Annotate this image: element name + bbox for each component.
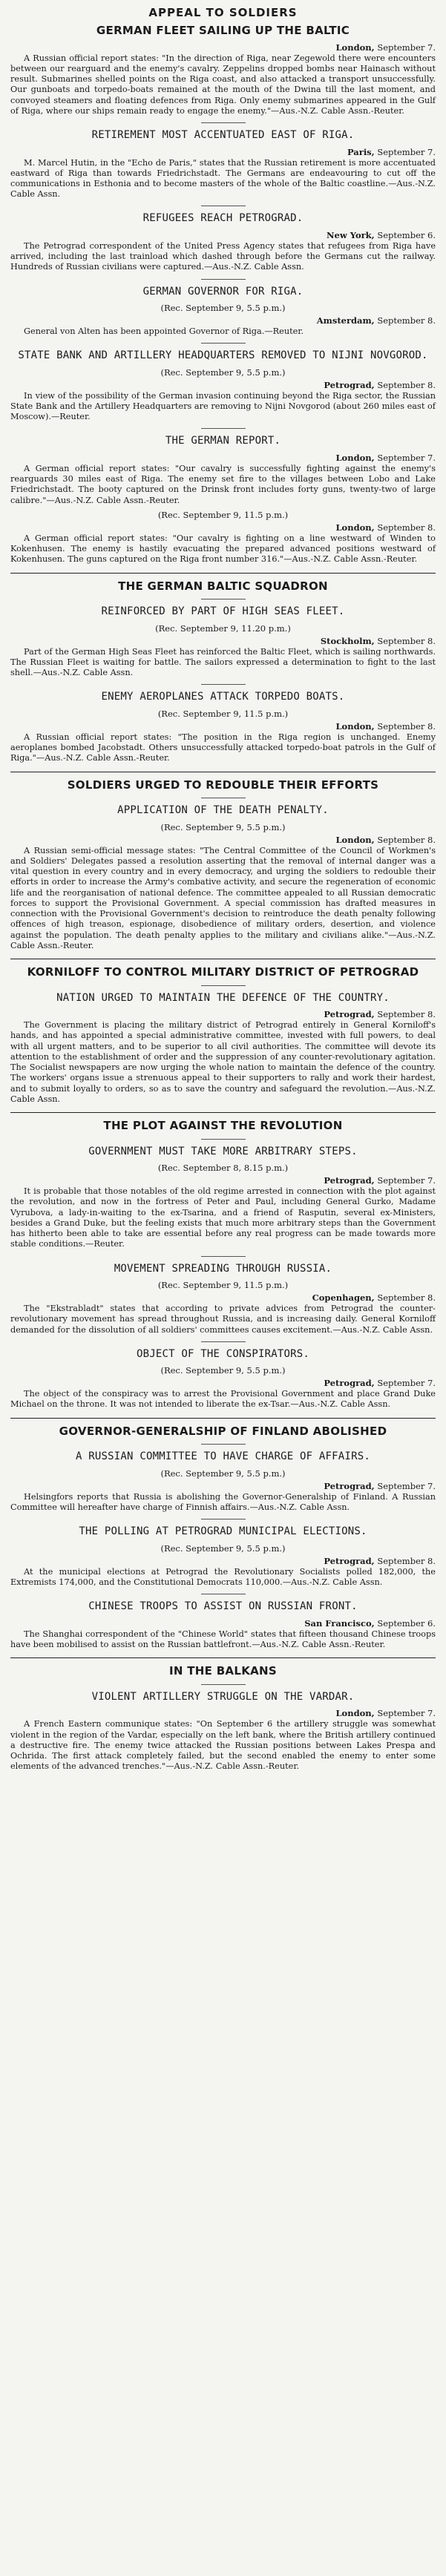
dateline [10,522,436,533]
sub-headline: VIOLENT ARTILLERY STRUGGLE ON THE VARDAR. [91,1690,355,1703]
dateline [10,147,436,157]
article-divider [201,279,246,280]
sub-headline: REINFORCED BY PART OF HIGH SEAS FLEET. [101,605,345,618]
dateline-date: September 8. [377,1555,436,1566]
dateline-place: Petrograd, [324,1378,375,1389]
dateline-date: September 7. [377,1378,436,1389]
article-section [10,798,436,951]
article-body: Helsingfors reports that Russia is abolishing the Governor-Generalship of Finland. A Russian Committee will hereafter have charge of Finnish affairs.—Aus.-N.Z. Cable Assn. [10,1491,436,1513]
dateline [10,42,436,53]
main-headline: SOLDIERS URGED TO REDOUBLE THEIR EFFORTS [67,778,379,792]
dateline-date: September 7. [377,42,436,53]
dateline-place: New York, [327,229,375,240]
article-divider [201,428,246,429]
sub-headline: CHINESE TROOPS TO ASSIST ON RUSSIAN FRONT. [88,1600,358,1613]
article-divider [201,343,246,344]
dateline-date: September 8. [377,1292,436,1304]
sub-headline: THE GERMAN REPORT. [165,435,281,447]
dateline-date: September 7. [377,146,436,157]
article-divider [201,1341,246,1342]
sub-headline: RETIREMENT MOST ACCENTUATED EAST OF RIGA. [91,129,355,142]
dateline [10,721,436,732]
dateline [10,230,436,240]
article-list [10,24,436,1772]
dateline [10,1378,436,1388]
sub-headline: A RUSSIAN COMMITTEE TO HAVE CHARGE OF AFFAIRS. [76,1450,370,1463]
article-body: A German official report states: "Our cavalry is successfully fighting against the enemy's rearguards 30 miles east of Riga. The enemy set fire to the villages between Lobo and Lake Friedrichstadt. The booty captured on the Drinsk front includes forty guns, twenty-two of large calibre."—Aus.-N.Z. Cable Assn.-Reuter. [10,463,436,505]
article-section [10,985,436,1105]
dateline-date: September 7. [377,1708,436,1719]
article-body: A Russian official report states: "The position in the Riga region is unchanged. Enemy aeroplanes bombed Jacobstadt. Others unsuccessfully attacked torpedo-boat patrols in the Gulf of Riga."—Aus.-N.Z. Cable Assn.-Reuter. [10,732,436,763]
main-headline: KORNILOFF TO CONTROL MILITARY DISTRICT OF PETROGRAD [27,965,419,979]
dateline [10,1292,436,1303]
dateline-date: September 6. [377,1617,436,1629]
received-time: (Rec. September 9, 5.5 p.m.) [160,303,286,314]
article-section [10,343,436,422]
received-time: (Rec. September 9, 11.5 p.m.) [157,708,289,719]
article-section [10,1657,436,1678]
dateline-place: London, [335,1708,375,1719]
main-headline: GERMAN FLEET SAILING UP THE BALTIC [96,24,350,37]
article-section [10,1256,436,1335]
dateline [10,1618,436,1629]
dateline-place: London, [335,834,375,845]
article-section [10,1341,436,1410]
dateline-place: San Francisco, [304,1617,375,1629]
dateline-place: London, [335,522,375,533]
article-divider [201,1139,246,1140]
dateline-place: Amsterdam, [316,315,375,326]
dateline-date: September 7. [377,1480,436,1491]
article-body: The Shanghai correspondent of the "Chinese World" states that fifteen thousand Chinese troops have been mobilised to assist on the Russian battlefront.—Aus.-N.Z. Cable Assn.-Reuter. [10,1629,436,1649]
article-divider [201,684,246,685]
sub-headline: THE POLLING AT PETROGRAD MUNICIPAL ELECTIONS. [79,1525,367,1538]
received-time: (Rec. September 9, 5.5 p.m.) [160,1468,286,1479]
sub-headline: OBJECT OF THE CONSPIRATORS. [137,1347,309,1360]
article-body: In view of the possibility of the German invasion continuing beyond the Riga sector, the Russian State Bank and the Artillery Headquarters are removing to Nijni Novgorod (about 260 miles east of Moscow).—Reuter. [10,390,436,422]
received-time: (Rec. September 8, 8.15 p.m.) [157,1163,289,1174]
article-section [10,772,436,792]
dateline [10,1481,436,1491]
dateline-place: Petrograd, [324,1009,375,1020]
article-section [10,599,436,678]
sub-headline: GERMAN GOVERNOR FOR RIGA. [142,285,304,298]
dateline [10,1009,436,1019]
sub-headline: STATE BANK AND ARTILLERY HEADQUARTERS REMOVED TO NIJNI NOVGOROD. [18,349,428,362]
sub-headline: NATION URGED TO MAINTAIN THE DEFENCE OF THE COUNTRY. [56,991,390,1004]
article-section [10,1139,436,1250]
article-body: The object of the conspiracy was to arrest the Provisional Government and place Grand Duke Michael on the throne. It was not intended to liberate the ex-Tsar.—Aus.-N.Z. Cable Assn. [10,1389,436,1410]
dateline [10,1556,436,1566]
sub-headline: MOVEMENT SPREADING THROUGH RUSSIA. [114,1262,332,1275]
article-section [10,1418,436,1439]
dateline-date: September 7. [377,1175,436,1186]
dateline [10,1708,436,1718]
article-body: A German official report states: "Our cavalry is fighting on a line westward of Winden to Kokenhusen. The enemy is hastily evacuating the prepared advanced positions westward of Kokenhusen. The guns captured on the Riga front number 316."—Aus.-N.Z. Cable Assn.-Reuter. [10,533,436,565]
article-section [10,206,436,272]
article-divider [201,1256,246,1257]
dateline-date: September 8. [377,635,436,646]
article-divider [201,985,246,986]
sub-headline: GOVERNMENT MUST TAKE MORE ARBITRARY STEPS. [88,1145,358,1157]
sub-headline: REFUGEES REACH PETROGRAD. [142,212,304,225]
section-divider [10,1657,436,1658]
section-divider [10,1112,436,1113]
dateline-place: Stockholm, [320,635,375,646]
article-body: A French Eastern communique states: "On September 6 the artillery struggle was somewhat violent in the region of the Vardar, especially on the left bank, where the British artillery continued a destructive fire. The enemy twice attacked the Russian positions between Lakes Prespa and Ochrida. The first attack completely failed, but the second enabled the enemy to enter some elements of the advanced trenches."—Aus.-N.Z. Cable Assn.-Reuter. [10,1719,436,1772]
article-body: It is probable that those notables of the old regime arrested in connection with the plot against the revolution, and now in the fortress of Peter and Paul, including General Gurko, Madame Vyrubova, a lady-in-waiting to the ex-Tsarina, and a friend of Rasputin, several ex-Ministers, besides a Grand Duke, but the feeling exists that much more arbitrary steps than the Government has hitherto been able to take are essential before any real progress can be made towards more stable conditions.—Reuter. [10,1186,436,1249]
received-time: (Rec. September 9, 11.20 p.m.) [155,622,291,634]
article-body: General von Alten has been appointed Governor of Riga.—Reuter. [24,326,304,337]
received-time: (Rec. September 9, 5.5 p.m.) [160,367,286,378]
main-headline: THE PLOT AGAINST THE REVOLUTION [103,1119,343,1132]
received-time: (Rec. September 9, 5.5 p.m.) [160,1365,286,1376]
article-section [10,1112,436,1133]
article-section [10,1519,436,1588]
dateline-date: September 8. [377,1009,436,1020]
article-section [10,24,436,116]
dateline-date: September 7. [377,452,436,463]
dateline [10,1175,436,1186]
article-body: The Petrograd correspondent of the United Press Agency states that refugees from Riga have arrived, including the last trainload which dashed through before the Germans cut the railway. Hundreds of Russian civilians were captured.—Aus.-N.Z. Cable Assn. [10,240,436,272]
main-headline: IN THE BALKANS [168,1664,277,1678]
dateline [10,636,436,646]
article-body: M. Marcel Hutin, in the "Echo de Paris," states that the Russian retirement is more accentuated eastward of Riga than towards Friedrichstadt. The Germans are endeavouring to cut off the communications in Esthonia and to become masters of the whole of the Baltic coastline.—Aus.-N.Z. Cable Assn. [10,157,436,200]
article-section [10,1684,436,1772]
article-body: The Government is placing the military district of Petrograd entirely in General Korniloff's hands, and has appointed a special administrative committee, invested with full powers, to deal with all urgent matters, and to be superior to all civil authorities. The committee will devote its attention to the establishment of order and the suppression of any counter-revolutionary agitation. The Socialist newspapers are now urging the whole nation to maintain the defence of the country. The workers' organs issue a strenuous appeal to their supporters to rally and work their hardest, and to submit loyally to orders, so as to save the country and safeguard the revolution.—Aus.-N.Z. Cable Assn. [10,1020,436,1104]
dateline [10,835,436,845]
article-section [10,959,436,979]
received-time: (Rec. September 9, 5.5 p.m.) [160,821,286,832]
dateline [10,380,436,390]
dateline-place: London, [335,452,375,463]
article-section [10,573,436,594]
sub-headline: ENEMY AEROPLANES ATTACK TORPEDO BOATS. [101,691,345,703]
dateline-place: Petrograd, [324,1480,375,1491]
article-section [10,1444,436,1513]
article-body: A Russian official report states: "In the direction of Riga, near Zegewold there were encounters between our rearguard and the enemy's cavalry. Zeppelins dropped bombs near Hainasch without result. Submarines shelled points on the Riga coast, and also attacked a transport unsuccessfully. Our gunboats and torpedo-boats remained at the mouth of the Dwina till the last moment, and convoyed steamers and floating defences from Riga. Only enemy submarines appeared in the Gulf of Riga, where our ships remain ready to engage the enemy."—Aus.-N.Z. Cable Assn.-Reuter. [10,53,436,116]
main-headline: GOVERNOR-GENERALSHIP OF FINLAND ABOLISHED [59,1424,387,1438]
dateline-date: September 8. [377,720,436,732]
section-divider [10,573,436,574]
article-body: The "Ekstrabladt" states that according to private advices from Petrograd the counter-revolutionary movement has spread throughout Russia, and is increasing daily. General Korniloff demanded for the dissolution of all soldiers' committees causes excitement.—Aus.-N.Z. Cable Assn. [10,1304,436,1335]
dateline-date: September 8. [377,315,436,326]
dateline [10,315,436,326]
dateline-date: September 8. [377,522,436,533]
received-time: (Rec. September 9, 11.5 p.m.) [157,1280,289,1291]
article-section [10,279,436,338]
article-divider [201,122,246,123]
article-body: At the municipal elections at Petrograd the Revolutionary Socialists polled 182,000, the Extremists 174,000, and the Constitutional Democrats 110,000.—Aus.-N.Z. Cable Assn. [10,1566,436,1588]
article-body: A Russian semi-official message states: "The Central Committee of the Council of Workmen's and Soldiers' Delegates passed a resolution asserting that the removal of internal danger was a vital question in every country and in every democracy, and urging the soldiers to redouble their efforts in order to increase the Army's combative activity, and secure the regeneration of economic life and the reorganisation of national defence. The committee appealed to all Russian democratic forces to support the Provisional Government. A special commission has drafted measures in connection with the Provisional Government's decision to reintroduce the death penalty following offences of high treason, espionage, disobedience of military orders, desertion, and violence against the population. The death penalty applies to the military and civilians alike."—Aus.-N.Z. Cable Assn.-Reuter. [10,845,436,950]
received-time: (Rec. September 9, 11.5 p.m.) [157,509,289,520]
sub-headline: APPLICATION OF THE DEATH PENALTY. [117,804,329,817]
page-header: APPEAL TO SOLDIERS [148,6,298,19]
article-divider [201,1444,246,1445]
article-section [10,510,436,565]
article-section [10,428,436,505]
dateline-place: Copenhagen, [312,1292,375,1304]
received-time: (Rec. September 9, 5.5 p.m.) [160,1542,286,1554]
dateline-place: Petrograd, [324,1175,375,1186]
dateline-place: Paris, [347,146,375,157]
article-divider [201,1684,246,1685]
dateline-place: Petrograd, [324,379,375,390]
main-headline: THE GERMAN BALTIC SQUADRON [118,579,328,593]
dateline-place: Petrograd, [324,1555,375,1566]
section-divider [10,1418,436,1419]
dateline-date: September 8. [377,834,436,845]
dateline [10,453,436,463]
article-body: Part of the German High Seas Fleet has reinforced the Baltic Fleet, which is sailing northwards. The Russian Fleet is waiting for battle. The sailors expressed a determination to fight to the last shell.—Aus.-N.Z. Cable Assn. [10,646,436,678]
dateline-place: London, [335,42,375,53]
article-section [10,122,436,200]
article-section [10,684,436,763]
dateline-date: September 6. [377,229,436,240]
dateline-date: September 8. [377,379,436,390]
dateline-place: London, [335,720,375,732]
article-section [10,1594,436,1650]
